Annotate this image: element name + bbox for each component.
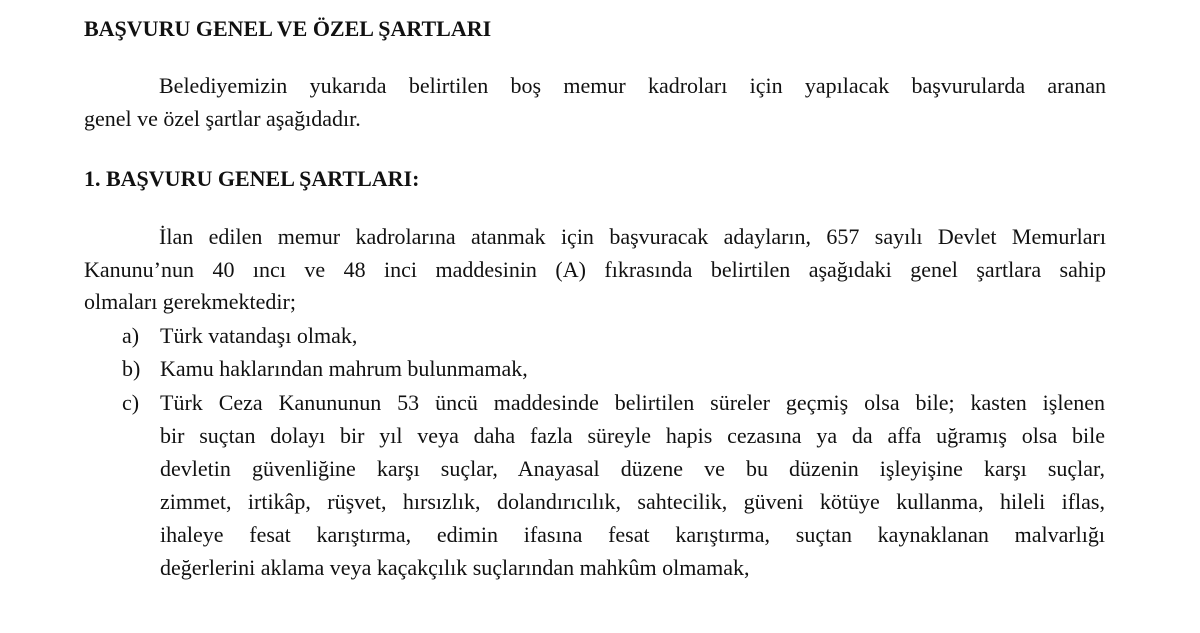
list-item-letter-b: b) [122,356,141,381]
list-item-c-line-6: değerlerini aklama veya kaçakçılık suçlarından mahkûm olmamak, [160,555,750,580]
intro-line-2: genel ve özel şartlar aşağıdadır. [84,106,361,131]
list-item-c-line-3: devletin güvenliğine karşı suçlar, Anayasal düzene ve bu düzenin işleyişine karşı suçlar, [160,456,1105,481]
list-item-c-line-1: Türk Ceza Kanununun 53 üncü maddesinde belirtilen süreler geçmiş olsa bile; kasten işlenen [160,390,1105,415]
section-1-heading: 1. BAŞVURU GENEL ŞARTLARI: [84,166,420,191]
list-item-letter-a: a) [122,323,140,348]
list-item-letter-c: c) [122,390,140,415]
list-item-b-line-1: Kamu haklarından mahrum bulunmamak, [160,356,528,381]
list-item-c-line-5: ihaleye fesat karıştırma, edimin ifasına fesat karıştırma, suçtan kaynaklanan malvarlığı [160,522,1105,547]
section-1-para-line-2: Kanunu’nun 40 ıncı ve 48 inci maddesinin (A) fıkrasında belirtilen aşağıdaki genel şartlara sahip [84,257,1106,282]
section-1-para-line-3: olmaları gerekmektedir; [84,289,296,314]
section-1-para-line-1: İlan edilen memur kadrolarına atanmak için başvuracak adayların, 657 sayılı Devlet Memurları [159,224,1106,249]
list-item-c-line-2: bir suçtan dolayı bir yıl veya daha fazla süreyle hapis cezasına ya da affa uğramış olsa bile [160,423,1105,448]
list-item-a-line-1: Türk vatandaşı olmak, [160,323,358,348]
intro-line-1: Belediyemizin yukarıda belirtilen boş memur kadroları için yapılacak başvurularda aranan [159,73,1106,98]
list-item-c-line-4: zimmet, irtikâp, rüşvet, hırsızlık, dolandırıcılık, sahtecilik, güveni kötüye kullanma, hileli iflas, [160,489,1105,514]
main-title: BAŞVURU GENEL VE ÖZEL ŞARTLARI [84,16,492,41]
